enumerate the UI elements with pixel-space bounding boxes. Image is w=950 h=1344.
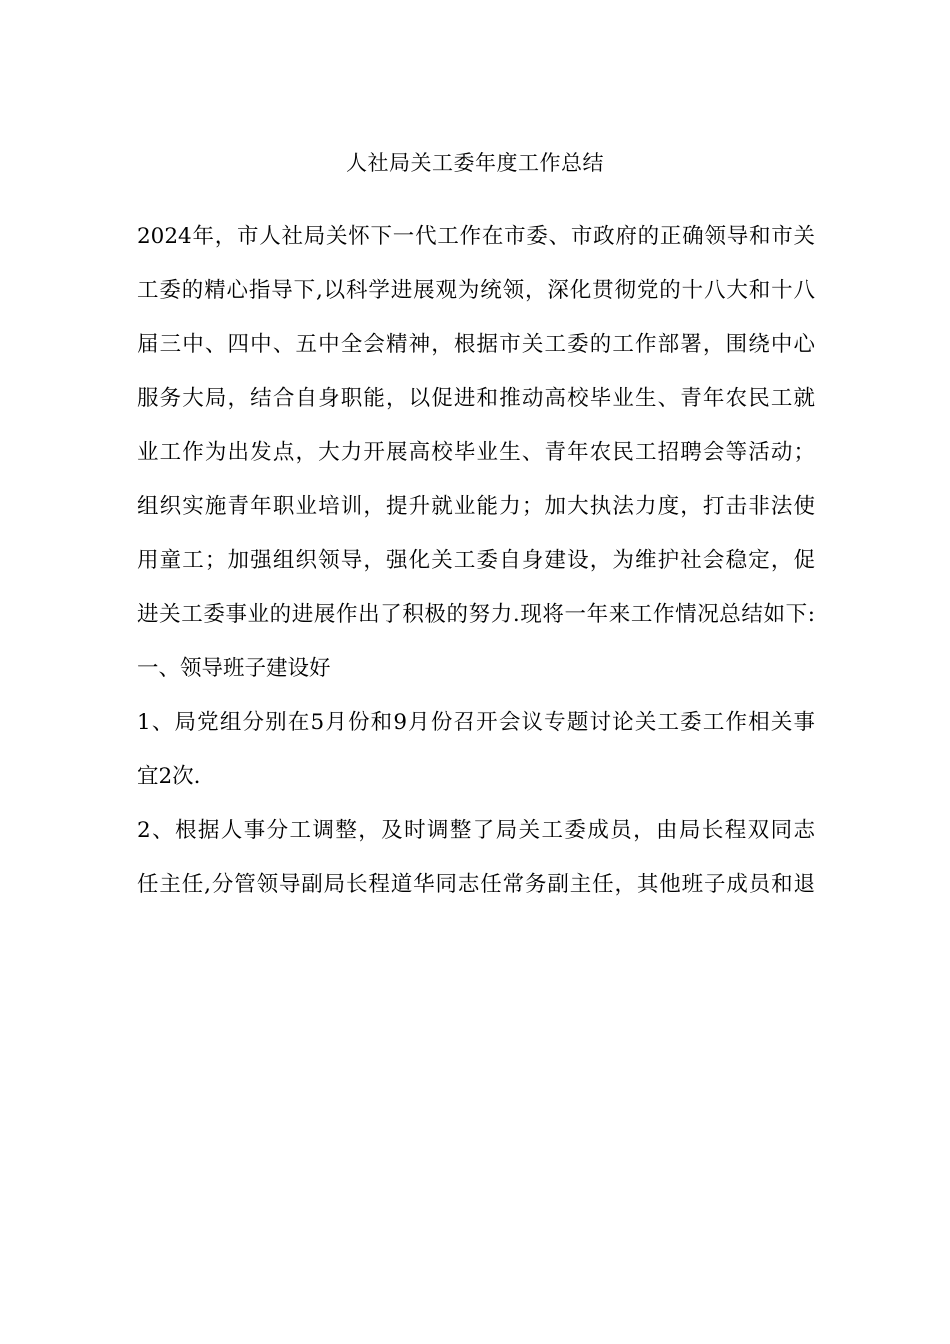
- document-title: 人社局关工委年度工作总结: [346, 151, 604, 175]
- body-line-1: 2024年，市人社局关怀下一代工作在市委、市政府的正确领导和市关: [137, 224, 815, 249]
- body-line-5: 业工作为出发点，大力开展高校毕业生、青年农民工招聘会等活动；: [137, 440, 815, 465]
- body-line-4: 服务大局，结合自身职能，以促进和推动高校毕业生、青年农民工就: [137, 386, 815, 411]
- body-line-2: 工委的精心指导下,以科学进展观为统领，深化贯彻党的十八大和十八: [137, 278, 815, 303]
- list-item-2-line-2: 任主任,分管领导副局长程道华同志任常务副主任，其他班子成员和退: [137, 872, 815, 897]
- body-line-3: 届三中、四中、五中全会精神，根据市关工委的工作部署，围绕中心: [137, 332, 815, 357]
- body-line-8: 进关工委事业的进展作出了积极的努力.现将一年来工作情况总结如下:: [137, 602, 815, 627]
- document-body: [137, 210, 815, 912]
- list-item-2-line-1: 2、根据人事分工调整，及时调整了局关工委成员，由局长程双同志: [137, 818, 815, 843]
- list-item-1-line-1: 1、局党组分别在5月份和9月份召开会议专题讨论关工委工作相关事: [137, 710, 815, 735]
- body-line-6: 组织实施青年职业培训，提升就业能力；加大执法力度，打击非法使: [137, 494, 815, 519]
- body-line-7: 用童工；加强组织领导，强化关工委自身建设，为维护社会稳定，促: [137, 548, 815, 573]
- section-heading-1: 一、领导班子建设好: [137, 656, 331, 681]
- list-item-1-line-2: 宜2次.: [137, 764, 201, 789]
